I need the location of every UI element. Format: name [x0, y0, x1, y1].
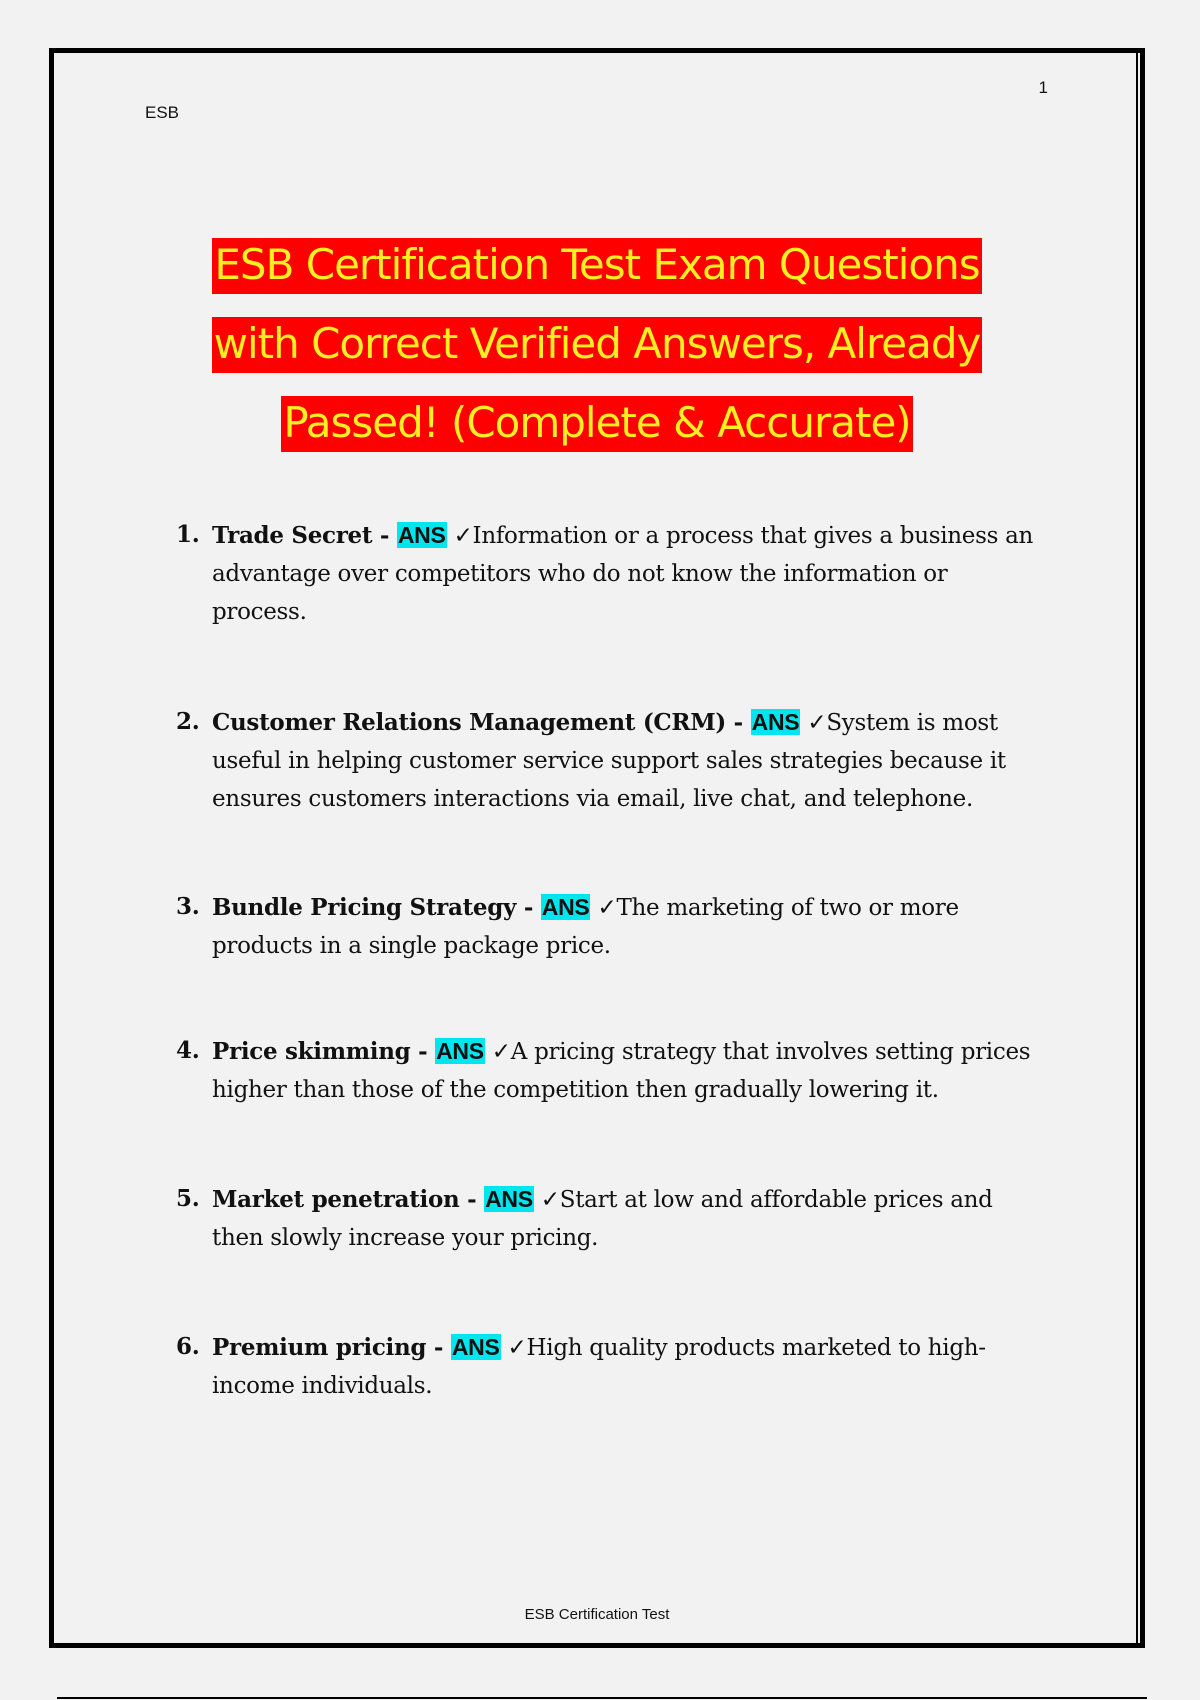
document-page	[49, 48, 1145, 1648]
question-term: Premium pricing -	[212, 1334, 451, 1361]
check-icon: ✓	[540, 1187, 560, 1213]
ans-badge: ANS	[397, 522, 446, 548]
ans-badge: ANS	[751, 709, 800, 735]
page-footer: ESB Certification Test	[524, 1606, 670, 1623]
check-icon: ✓	[807, 710, 827, 736]
ans-badge: ANS	[541, 894, 590, 920]
question-term: Price skimming -	[212, 1038, 436, 1065]
header-label: ESB	[145, 103, 180, 122]
ans-badge: ANS	[451, 1334, 500, 1360]
question-item	[176, 1328, 1042, 1405]
question-number: 1.	[176, 521, 200, 548]
question-list	[176, 516, 1116, 1405]
question-item	[176, 1032, 1042, 1109]
next-page-edge	[57, 1697, 1147, 1699]
title-line: Passed! (Complete & Accurate)	[54, 383, 1140, 462]
answer-text: A pricing strategy that involves setting prices higher than those of the competition then gradually lowering it.	[212, 1039, 1031, 1103]
question-term: Market penetration -	[212, 1186, 485, 1213]
answer-text: Start at low and affordable prices and then slowly increase your pricing.	[212, 1187, 993, 1251]
check-icon: ✓	[491, 1039, 511, 1065]
question-number: 6.	[176, 1333, 200, 1360]
question-number: 3.	[176, 893, 200, 920]
question-item	[176, 516, 1042, 631]
question-term: Customer Relations Management (CRM) -	[212, 709, 751, 736]
question-number: 5.	[176, 1185, 200, 1212]
answer-text: The marketing of two or more products in a single package price.	[212, 895, 959, 959]
ans-badge: ANS	[436, 1038, 484, 1064]
question-number: 4.	[176, 1037, 200, 1064]
question-term: Bundle Pricing Strategy -	[212, 894, 541, 921]
check-icon: ✓	[453, 523, 473, 549]
question-term: Trade Secret -	[212, 522, 397, 549]
question-item	[176, 703, 1042, 818]
title-line: with Correct Verified Answers, Already	[54, 304, 1140, 383]
ans-badge: ANS	[485, 1186, 533, 1212]
check-icon: ✓	[597, 895, 617, 921]
answer-text: System is most useful in helping customer service support sales strategies because it ensures customers interactions via email, live chat, and telephone.	[212, 710, 1006, 812]
check-icon: ✓	[507, 1335, 527, 1361]
question-number: 2.	[176, 708, 200, 735]
title-line: ESB Certification Test Exam Questions	[54, 225, 1140, 304]
question-item	[176, 1180, 1042, 1257]
question-item	[176, 888, 1042, 965]
document-title	[54, 225, 1140, 462]
answer-text: High quality products marketed to high-income individuals.	[212, 1335, 986, 1399]
page-number: 1	[1038, 78, 1048, 97]
answer-text: Information or a process that gives a business an advantage over competitors who do not know the information or process.	[212, 523, 1034, 625]
